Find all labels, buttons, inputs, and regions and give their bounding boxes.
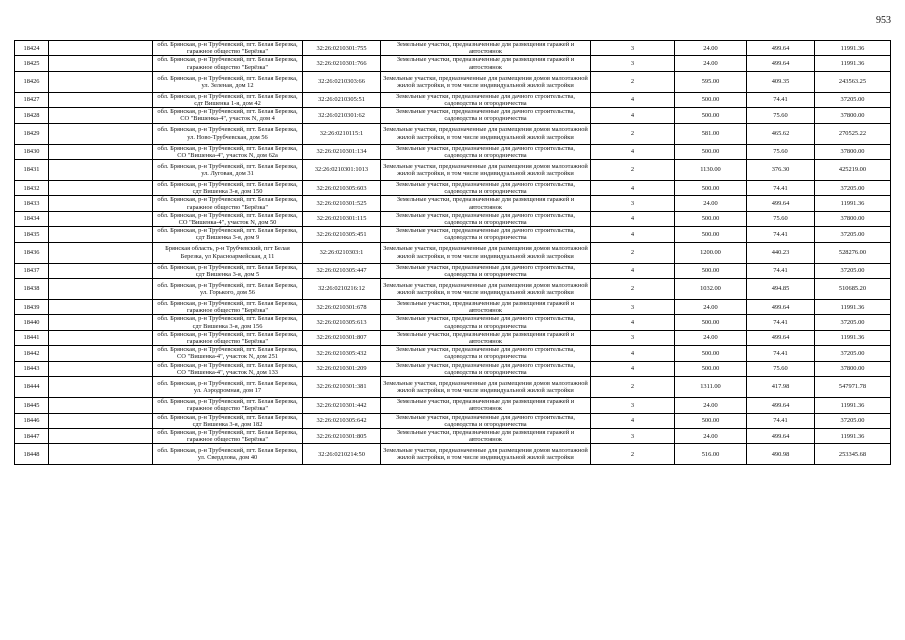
cell-cadastral-value: 11991.36 [815,41,891,56]
table-row [15,279,891,300]
cell-specific-value: 499.64 [747,428,815,443]
cell-cadastral-number: 32:26:0210301:1013 [303,160,381,181]
cell-address: обл. Брянская, р-н Трубчевский, пгт. Белая Березка, гаражное общество "Берёзка" [153,41,303,56]
cell-cadastral-number: 32:26:0210115:1 [303,123,381,144]
cell-group: 4 [591,361,675,376]
cell-cadastral-number: 32:26:0210216:12 [303,279,381,300]
cell-cadastral-number: 32:26:0210301:209 [303,361,381,376]
cell-specific-value: 75.60 [747,361,815,376]
cell-blank [49,361,153,376]
cell-blank [49,398,153,413]
cell-record-number: 18446 [15,413,49,428]
cell-group: 4 [591,108,675,123]
cell-land-category: Земельные участки, предназначенные для размещения гаражей и автостоянок [381,330,591,345]
cell-land-category: Земельные участки, предназначенные для дачного строительства, садоводства и огородничества [381,181,591,196]
cell-group: 4 [591,413,675,428]
cell-group: 4 [591,263,675,278]
cell-specific-value: 74.41 [747,227,815,242]
cell-area: 500.00 [675,211,747,226]
cell-cadastral-number: 32:26:0210301:755 [303,41,381,56]
cell-cadastral-value: 11991.36 [815,428,891,443]
cell-cadastral-number: 32:26:0210301:381 [303,377,381,398]
table-row [15,263,891,278]
table-row [15,330,891,345]
cell-address: обл. Брянская, р-н Трубчевский, пгт. Белая Березка, гаражное общество "Берёзка" [153,428,303,443]
cell-blank [49,144,153,159]
cell-land-category: Земельные участки, предназначенные для размещения домов малоэтажной жилой застройки, в том числе индивидуальной жилой застройки [381,123,591,144]
cell-cadastral-number: 32:26:0210305:447 [303,263,381,278]
table-row [15,444,891,465]
cell-area: 1200.00 [675,242,747,263]
cell-cadastral-value: 37205.00 [815,413,891,428]
cell-area: 24.00 [675,300,747,315]
table-row [15,413,891,428]
cell-specific-value: 376.30 [747,160,815,181]
cell-address: обл. Брянская, р-н Трубчевский, пгт. Белая Березка, сдт Вишенка 3-я, дом 150 [153,181,303,196]
cell-area: 500.00 [675,315,747,330]
cell-area: 500.00 [675,263,747,278]
cell-group: 4 [591,315,675,330]
cell-record-number: 18438 [15,279,49,300]
cell-record-number: 18436 [15,242,49,263]
cell-blank [49,41,153,56]
cell-land-category: Земельные участки, предназначенные для размещения домов малоэтажной жилой застройки, в том числе индивидуальной жилой застройки [381,71,591,92]
cell-record-number: 18447 [15,428,49,443]
cell-address: Брянская область, р-н Трубчевский, пгт Белая Березка, ул Красноармейская, д 11 [153,242,303,263]
cell-record-number: 18448 [15,444,49,465]
cell-address: обл. Брянская, р-н Трубчевский, пгт. Белая Березка, СО "Вишенка-4", участок N, дом 50 [153,211,303,226]
cell-blank [49,330,153,345]
cell-address: обл. Брянская, р-н Трубчевский, пгт. Белая Березка, ул. Ново-Трубчевская, дом 56 [153,123,303,144]
table-row [15,398,891,413]
cell-record-number: 18429 [15,123,49,144]
cell-blank [49,56,153,71]
cell-cadastral-number: 32:26:0210301:62 [303,108,381,123]
cell-land-category: Земельные участки, предназначенные для дачного строительства, садоводства и огородничества [381,92,591,107]
cell-land-category: Земельные участки, предназначенные для размещения домов малоэтажной жилой застройки, в том числе индивидуальной жилой застройки [381,242,591,263]
table-row [15,315,891,330]
cell-area: 500.00 [675,361,747,376]
cell-group: 4 [591,144,675,159]
cell-cadastral-number: 32:26:0210305:432 [303,346,381,361]
cell-cadastral-number: 32:26:0210305:603 [303,181,381,196]
cell-land-category: Земельные участки, предназначенные для дачного строительства, садоводства и огородничества [381,211,591,226]
cell-address: обл. Брянская, р-н Трубчевский, пгт. Белая Березка, ул. Свердлова, дом 40 [153,444,303,465]
cell-record-number: 18424 [15,41,49,56]
cell-specific-value: 74.41 [747,346,815,361]
cell-record-number: 18430 [15,144,49,159]
cell-specific-value: 75.60 [747,108,815,123]
cell-cadastral-number: 32:26:0210301:807 [303,330,381,345]
cell-group: 3 [591,330,675,345]
cell-land-category: Земельные участки, предназначенные для размещения гаражей и автостоянок [381,300,591,315]
table-row [15,56,891,71]
cell-land-category: Земельные участки, предназначенные для размещения домов малоэтажной жилой застройки, в том числе индивидуальной жилой застройки [381,377,591,398]
cell-cadastral-value: 37205.00 [815,315,891,330]
cell-cadastral-value: 37205.00 [815,263,891,278]
cell-record-number: 18433 [15,196,49,211]
cell-address: обл. Брянская, р-н Трубчевский, пгт. Белая Березка, сдт Вишенка 3-я, дом 5 [153,263,303,278]
cell-group: 3 [591,41,675,56]
cell-land-category: Земельные участки, предназначенные для дачного строительства, садоводства и огородничества [381,108,591,123]
cell-cadastral-value: 528276.00 [815,242,891,263]
cell-record-number: 18437 [15,263,49,278]
table-row [15,428,891,443]
cell-area: 500.00 [675,346,747,361]
cell-address: обл. Брянская, р-н Трубчевский, пгт. Белая Березка, гаражное общество "Берёзка" [153,398,303,413]
cell-area: 24.00 [675,428,747,443]
cell-group: 2 [591,160,675,181]
cell-cadastral-value: 11991.36 [815,56,891,71]
cell-specific-value: 74.41 [747,315,815,330]
cell-area: 500.00 [675,144,747,159]
cell-blank [49,123,153,144]
cell-cadastral-value: 11991.36 [815,398,891,413]
cell-blank [49,263,153,278]
cell-cadastral-value: 510685.20 [815,279,891,300]
cell-cadastral-number: 32:26:0210303:66 [303,71,381,92]
table-row [15,144,891,159]
cell-cadastral-number: 32:26:0210301:805 [303,428,381,443]
cell-group: 2 [591,377,675,398]
cell-cadastral-value: 253345.68 [815,444,891,465]
cell-area: 595.00 [675,71,747,92]
cell-specific-value: 499.64 [747,41,815,56]
cell-specific-value: 490.98 [747,444,815,465]
cell-specific-value: 494.85 [747,279,815,300]
cell-area: 24.00 [675,56,747,71]
cell-record-number: 18444 [15,377,49,398]
cell-group: 2 [591,444,675,465]
cell-blank [49,346,153,361]
cell-record-number: 18428 [15,108,49,123]
cell-address: обл. Брянская, р-н Трубчевский, пгт. Белая Березка, ул. Зеленая, дом 12 [153,71,303,92]
table-body [15,41,891,465]
table-row [15,242,891,263]
page-number: 953 [876,15,891,26]
cell-specific-value: 499.64 [747,196,815,211]
cell-cadastral-value: 11991.36 [815,196,891,211]
cell-group: 3 [591,398,675,413]
cell-record-number: 18431 [15,160,49,181]
cell-cadastral-value: 11991.36 [815,300,891,315]
cell-address: обл. Брянская, р-н Трубчевский, пгт. Белая Березка, ул. Аэродромная, дом 17 [153,377,303,398]
cell-specific-value: 465.62 [747,123,815,144]
cell-area: 516.00 [675,444,747,465]
cell-record-number: 18426 [15,71,49,92]
cell-group: 2 [591,123,675,144]
cell-group: 3 [591,428,675,443]
cell-land-category: Земельные участки, предназначенные для размещения домов малоэтажной жилой застройки, в том числе индивидуальной жилой застройки [381,444,591,465]
cell-address: обл. Брянская, р-н Трубчевский, пгт. Белая Березка, ул. Горького, дом 56 [153,279,303,300]
cell-cadastral-value: 37800.00 [815,211,891,226]
cell-area: 24.00 [675,330,747,345]
cell-record-number: 18442 [15,346,49,361]
cell-address: обл. Брянская, р-н Трубчевский, пгт. Белая Березка, гаражное общество "Берёзка" [153,300,303,315]
cell-cadastral-number: 32:26:0210214:50 [303,444,381,465]
cell-land-category: Земельные участки, предназначенные для дачного строительства, садоводства и огородничества [381,346,591,361]
cell-group: 2 [591,279,675,300]
cell-blank [49,181,153,196]
cell-record-number: 18440 [15,315,49,330]
cell-land-category: Земельные участки, предназначенные для размещения домов малоэтажной жилой застройки, в том числе индивидуальной жилой застройки [381,160,591,181]
cell-group: 4 [591,346,675,361]
cell-cadastral-value: 37205.00 [815,181,891,196]
cell-record-number: 18427 [15,92,49,107]
cell-blank [49,300,153,315]
cell-area: 24.00 [675,41,747,56]
cell-cadastral-number: 32:26:0210305:642 [303,413,381,428]
cell-cadastral-value: 37205.00 [815,92,891,107]
table-row [15,71,891,92]
cell-group: 4 [591,92,675,107]
cell-cadastral-value: 37205.00 [815,346,891,361]
cell-blank [49,196,153,211]
cell-cadastral-number: 32:26:0210301:442 [303,398,381,413]
cell-address: обл. Брянская, р-н Трубчевский, пгт. Белая Березка, СО "Вишенка-4", участок N, дом 4 [153,108,303,123]
table-row [15,211,891,226]
cell-record-number: 18443 [15,361,49,376]
cell-area: 24.00 [675,196,747,211]
cell-record-number: 18441 [15,330,49,345]
cell-record-number: 18445 [15,398,49,413]
cell-address: обл. Брянская, р-н Трубчевский, пгт. Белая Березка, сдт Вишенка 1-я, дом 42 [153,92,303,107]
cell-address: обл. Брянская, р-н Трубчевский, пгт. Белая Березка, гаражное общество "Берёзка" [153,56,303,71]
cell-cadastral-value: 270525.22 [815,123,891,144]
cell-group: 2 [591,242,675,263]
cell-land-category: Земельные участки, предназначенные для размещения гаражей и автостоянок [381,56,591,71]
cell-blank [49,428,153,443]
cell-group: 3 [591,196,675,211]
cell-cadastral-number: 32:26:0210305:451 [303,227,381,242]
cell-specific-value: 499.64 [747,300,815,315]
table-row [15,377,891,398]
cell-specific-value: 499.64 [747,56,815,71]
cell-blank [49,242,153,263]
cell-address: обл. Брянская, р-н Трубчевский, пгт. Белая Березка, СО "Вишенка-4", участок N, дом 251 [153,346,303,361]
cell-blank [49,315,153,330]
table-row [15,181,891,196]
cell-specific-value: 75.60 [747,144,815,159]
cell-specific-value: 74.41 [747,181,815,196]
cell-specific-value: 75.60 [747,211,815,226]
cell-record-number: 18425 [15,56,49,71]
cell-group: 3 [591,300,675,315]
cell-land-category: Земельные участки, предназначенные для дачного строительства, садоводства и огородничества [381,361,591,376]
cell-group: 4 [591,181,675,196]
cell-blank [49,211,153,226]
cell-specific-value: 74.41 [747,413,815,428]
cell-cadastral-number: 32:26:0210301:115 [303,211,381,226]
cell-land-category: Земельные участки, предназначенные для дачного строительства, садоводства и огородничества [381,315,591,330]
cell-specific-value: 440.23 [747,242,815,263]
table-row [15,123,891,144]
cell-blank [49,92,153,107]
cell-blank [49,71,153,92]
cell-record-number: 18432 [15,181,49,196]
cell-cadastral-value: 37800.00 [815,108,891,123]
cell-land-category: Земельные участки, предназначенные для размещения гаражей и автостоянок [381,41,591,56]
cell-blank [49,227,153,242]
table-row [15,41,891,56]
cell-cadastral-value: 37205.00 [815,227,891,242]
cell-blank [49,108,153,123]
cell-specific-value: 499.64 [747,398,815,413]
cell-cadastral-number: 32:26:0210305:51 [303,92,381,107]
cell-group: 2 [591,71,675,92]
cell-address: обл. Брянская, р-н Трубчевский, пгт. Белая Березка, гаражное общество "Берёзка" [153,196,303,211]
cell-blank [49,413,153,428]
cell-area: 24.00 [675,398,747,413]
cell-group: 4 [591,227,675,242]
cell-land-category: Земельные участки, предназначенные для размещения домов малоэтажной жилой застройки, в том числе индивидуальной жилой застройки [381,279,591,300]
cell-area: 1130.00 [675,160,747,181]
cell-address: обл. Брянская, р-н Трубчевский, пгт. Белая Березка, сдт Вишенка 3-я, дом 9 [153,227,303,242]
cell-land-category: Земельные участки, предназначенные для дачного строительства, садоводства и огородничества [381,144,591,159]
cell-group: 3 [591,56,675,71]
table-row [15,108,891,123]
cell-specific-value: 74.41 [747,263,815,278]
cell-blank [49,160,153,181]
table-row [15,160,891,181]
cell-cadastral-value: 37800.00 [815,144,891,159]
cell-area: 1032.00 [675,279,747,300]
cell-address: обл. Брянская, р-н Трубчевский, пгт. Белая Березка, СО "Вишенка-4", участок N, дом 133 [153,361,303,376]
table-row [15,361,891,376]
cell-specific-value: 74.41 [747,92,815,107]
table-row [15,300,891,315]
cell-area: 500.00 [675,227,747,242]
cell-area: 1311.00 [675,377,747,398]
cell-address: обл. Брянская, р-н Трубчевский, пгт. Белая Березка, гаражное общество "Берёзка" [153,330,303,345]
table-row [15,346,891,361]
cell-cadastral-value: 37800.00 [815,361,891,376]
cell-specific-value: 409.35 [747,71,815,92]
cell-area: 500.00 [675,413,747,428]
cell-address: обл. Брянская, р-н Трубчевский, пгт. Белая Березка, сдт Вишенка 3-я, дом 182 [153,413,303,428]
cell-blank [49,444,153,465]
cell-cadastral-value: 243563.25 [815,71,891,92]
cell-cadastral-number: 32:26:0210301:134 [303,144,381,159]
cell-cadastral-number: 32:26:0210301:678 [303,300,381,315]
cell-record-number: 18435 [15,227,49,242]
cell-area: 500.00 [675,108,747,123]
cell-address: обл. Брянская, р-н Трубчевский, пгт. Белая Березка, СО "Вишенка-4", участок N, дом 62а [153,144,303,159]
cell-address: обл. Брянская, р-н Трубчевский, пгт. Белая Березка, ул. Луговая, дом 31 [153,160,303,181]
cell-cadastral-value: 425219.00 [815,160,891,181]
table-row [15,196,891,211]
cell-cadastral-number: 32:26:0210301:525 [303,196,381,211]
cell-specific-value: 417.98 [747,377,815,398]
table-row [15,92,891,107]
cell-cadastral-number: 32:26:0210305:613 [303,315,381,330]
cell-blank [49,279,153,300]
cell-cadastral-number: 32:26:0210303:1 [303,242,381,263]
cell-record-number: 18439 [15,300,49,315]
cell-cadastral-number: 32:26:0210301:766 [303,56,381,71]
cell-land-category: Земельные участки, предназначенные для дачного строительства, садоводства и огородничества [381,263,591,278]
cell-land-category: Земельные участки, предназначенные для дачного строительства, садоводства и огородничества [381,413,591,428]
cell-blank [49,377,153,398]
cell-area: 500.00 [675,181,747,196]
cell-area: 581.00 [675,123,747,144]
cell-cadastral-value: 547971.78 [815,377,891,398]
cell-specific-value: 499.64 [747,330,815,345]
table-row [15,227,891,242]
cell-land-category: Земельные участки, предназначенные для размещения гаражей и автостоянок [381,398,591,413]
cell-address: обл. Брянская, р-н Трубчевский, пгт. Белая Березка, сдт Вишенка 3-я, дом 156 [153,315,303,330]
cell-land-category: Земельные участки, предназначенные для дачного строительства, садоводства и огородничества [381,227,591,242]
cell-land-category: Земельные участки, предназначенные для размещения гаражей и автостоянок [381,196,591,211]
cell-land-category: Земельные участки, предназначенные для размещения гаражей и автостоянок [381,428,591,443]
cell-cadastral-value: 11991.36 [815,330,891,345]
cell-record-number: 18434 [15,211,49,226]
land-registry-table [14,40,891,465]
cell-group: 4 [591,211,675,226]
cell-area: 500.00 [675,92,747,107]
